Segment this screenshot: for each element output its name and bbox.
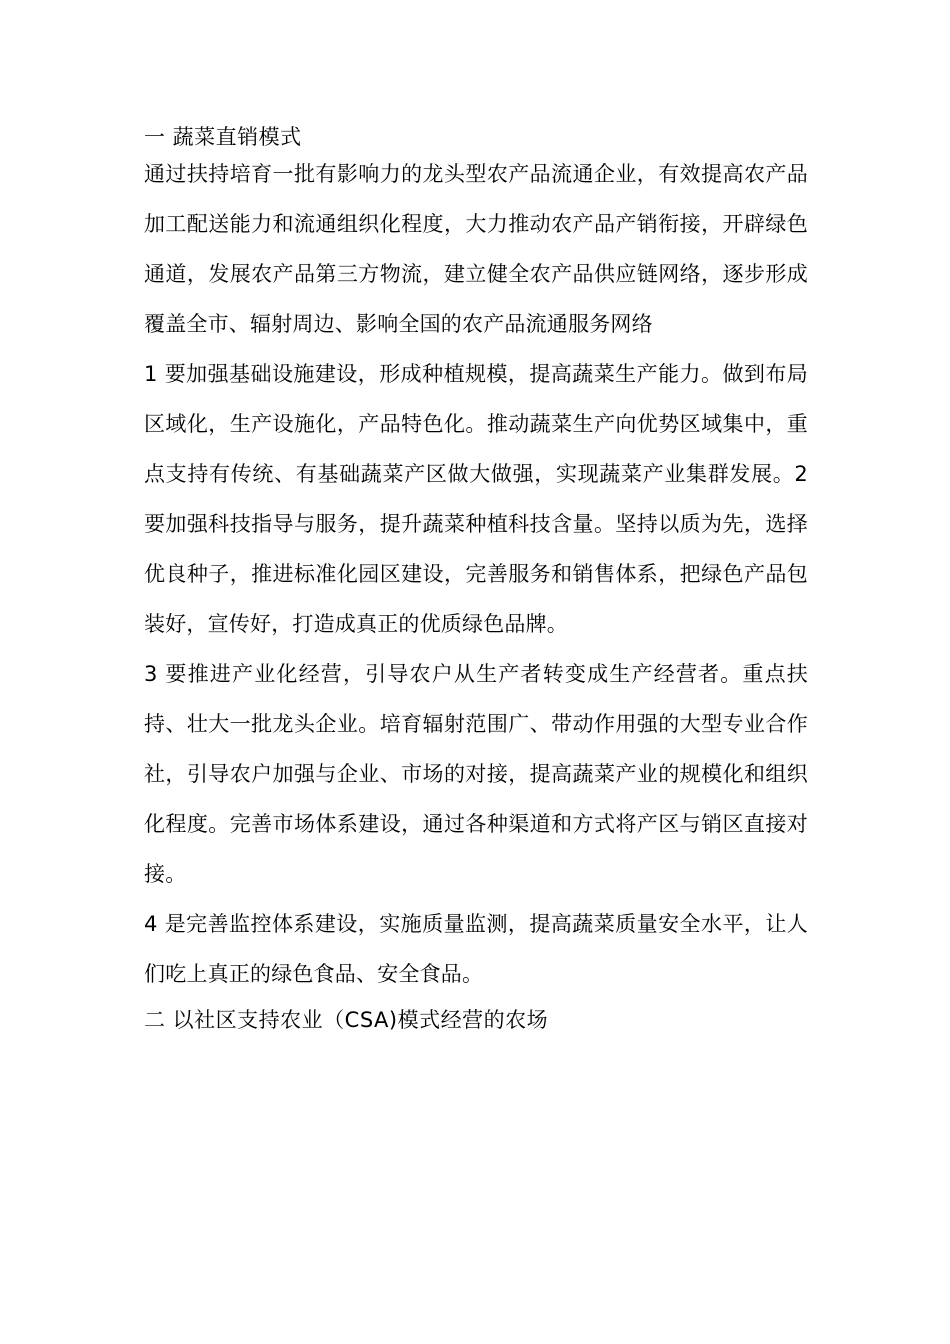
paragraph-1: 通过扶持培育一批有影响力的龙头型农产品流通企业，有效提高农产品加工配送能力和流通组织化程度，大力推动农产品产销衔接，开辟绿色通道，发展农产品第三方物流，建立健全农产品供应链网络，逐步形成覆盖全市、辐射周边、影响全国的农产品流通服务网络: [144, 162, 808, 336]
document-body: [144, 120, 808, 1037]
paragraph-2: 1 要加强基础设施建设，形成种植规模，提高蔬菜生产能力。做到布局区域化，生产设施化，产品特色化。推动蔬菜生产向优势区域集中，重点支持有传统、有基础蔬菜产区做大做强，实现蔬菜产业集群发展。2 要加强科技指导与服务，提升蔬菜种植科技含量。坚持以质为先，选择优良种子，推进标准化园区建设，完善服务和销售体系，把绿色产品包装好，宣传好，打造成真正的优质绿色品牌。: [144, 362, 808, 636]
section-heading-2: 二 以社区支持农业（CSA)模式经营的农场: [144, 1008, 549, 1032]
paragraph-4: 4 是完善监控体系建设，实施质量监测，提高蔬菜质量安全水平，让人们吃上真正的绿色食品、安全食品。: [144, 912, 808, 986]
paragraph-3: 3 要推进产业化经营，引导农户从生产者转变成生产经营者。重点扶持、壮大一批龙头企业。培育辐射范围广、带动作用强的大型专业合作社，引导农户加强与企业、市场的对接，提高蔬菜产业的规模化和组织化程度。完善市场体系建设，通过各种渠道和方式将产区与销区直接对接。: [144, 662, 808, 886]
section-heading-1: 一 蔬菜直销模式: [144, 125, 302, 149]
